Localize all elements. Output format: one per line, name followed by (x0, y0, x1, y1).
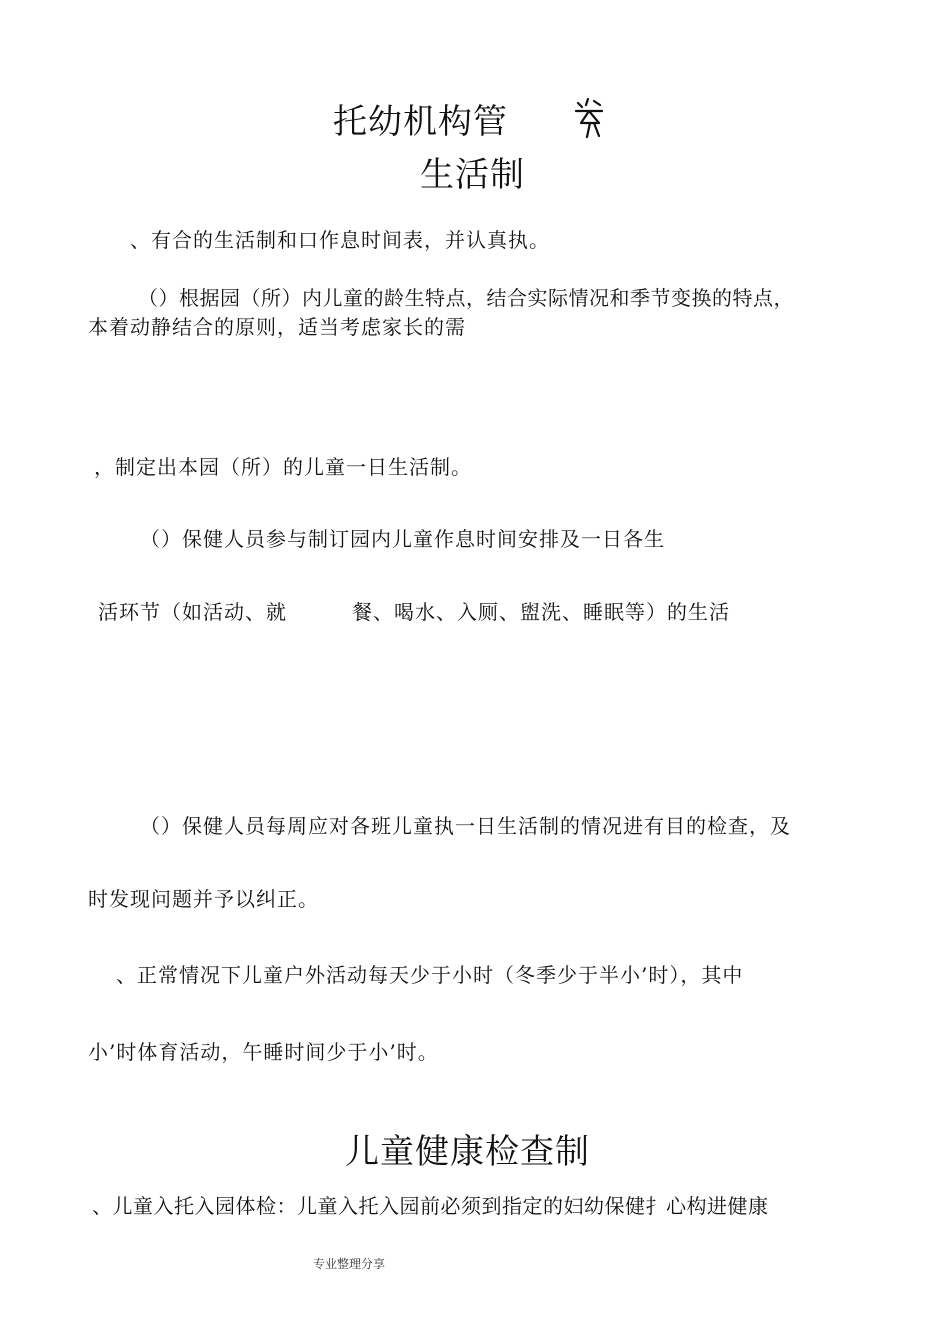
section-heading-health-check: 儿童健康检查制 (345, 1132, 590, 1172)
item-2-line-1: 、正常情况下儿童户外活动每天少于小时（冬季少于半小’时），其中 (116, 963, 744, 987)
paragraph-2-line-2b: 餐、喝水、入厕、盥洗、睡眠等）的生活 (352, 600, 730, 624)
paragraph-1-line-1: （）根据园（所）内儿童的龄生特点，结合实际情况和季节变换的特点， (138, 286, 794, 310)
stylized-title-glyph (572, 93, 606, 141)
item-1-text: 、有合的生活制和口作息时间表，并认真执。 (130, 228, 550, 252)
paragraph-3-line-2: 时发现问题并予以纠正。 (88, 887, 319, 911)
document-title-line1: 托幼机构管 (333, 102, 508, 142)
section-2-item-1: 、儿童入托入园体检：儿童入托入园前必须到指定的妇幼保健扌心构进健康 (92, 1194, 769, 1218)
paragraph-1-line-3: ，制定出本园（所）的儿童一日生活制。 (94, 455, 472, 479)
page-footer: 专业整理分享 (313, 1257, 386, 1271)
paragraph-1-line-2: 本着动静结合的原则，适当考虑家长的需 (88, 315, 466, 339)
paragraph-3-line-1: （）保健人员每周应对各班儿童执一日生活制的情况进有目的检查，及 (140, 814, 791, 838)
paragraph-2-line-1: （）保健人员参与制订园内儿童作息时间安排及一日各生 (140, 527, 665, 551)
paragraph-2-line-2a: 活环节（如活动、就 (98, 600, 287, 624)
item-2-line-2: 小’时体育活动，午睡时间少于小’时。 (88, 1040, 439, 1064)
document-title-line2: 生活制 (420, 155, 525, 195)
